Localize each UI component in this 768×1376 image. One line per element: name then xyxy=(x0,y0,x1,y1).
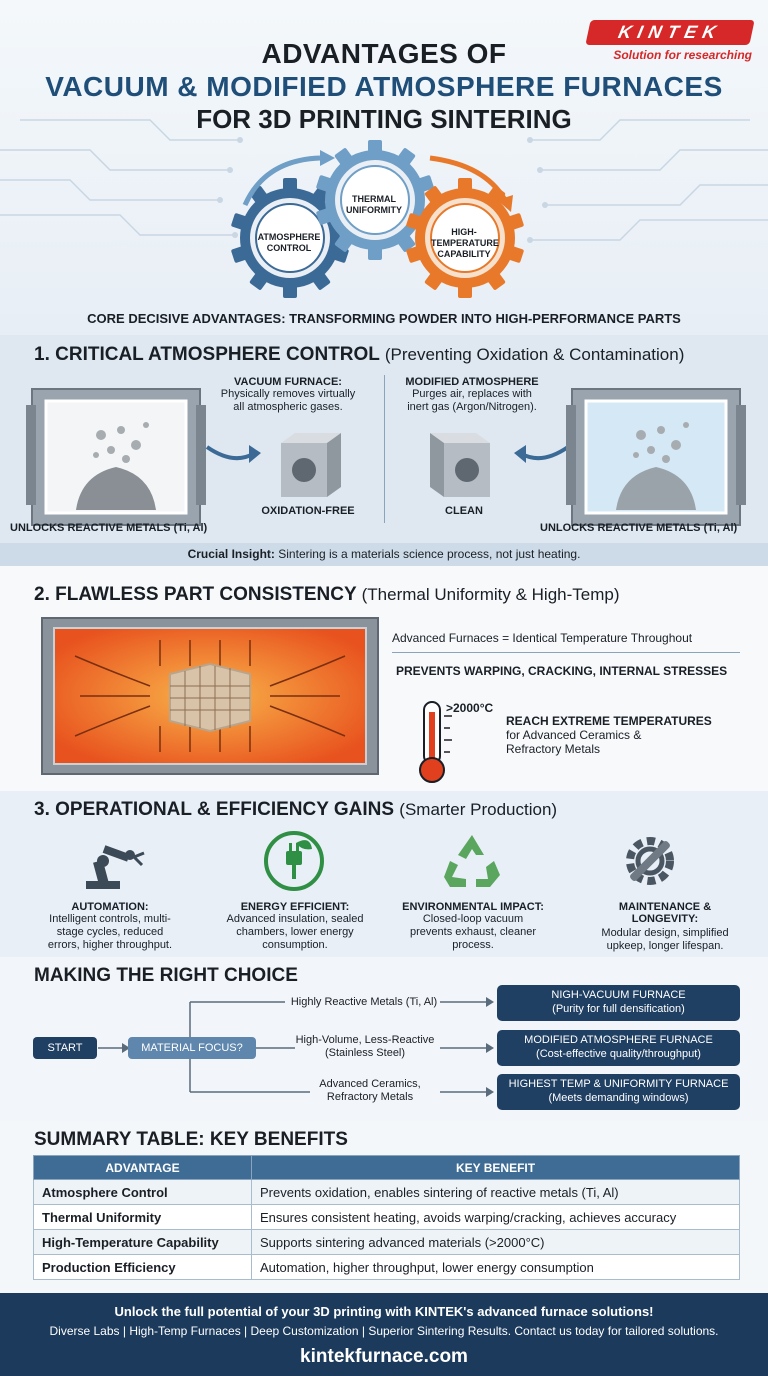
page-title-line2: VACUUM & MODIFIED ATMOSPHERE FURNACES xyxy=(45,71,723,102)
gear-middle-label: THERMAL UNIFORMITY xyxy=(346,194,402,215)
operational-gains-section xyxy=(0,791,768,957)
automation-desc: Intelligent controls, multi- stage cycles, reduced errors, higher throughput. xyxy=(47,913,173,951)
table-row xyxy=(34,1230,740,1255)
start-node: START xyxy=(33,1037,97,1059)
vacuum-furnace-illustration xyxy=(26,375,206,535)
table-cell: Thermal Uniformity xyxy=(34,1205,252,1230)
table-cell: High-Temperature Capability xyxy=(34,1230,252,1255)
logo-tagline: Solution for researching xyxy=(613,48,752,62)
footer-website-link[interactable]: kintekfurnace.com xyxy=(300,1346,468,1367)
crucial-insight-bar: Crucial Insight: Sintering is a materials science process, not just heating. xyxy=(0,543,768,566)
table-cell: Atmosphere Control xyxy=(34,1180,252,1205)
clean-label: CLEAN xyxy=(445,505,483,517)
robot-arm-icon xyxy=(78,833,148,893)
atmosphere-control-section xyxy=(0,335,768,566)
page-title-line3: FOR 3D PRINTING SINTERING xyxy=(196,104,572,134)
arrow-right-icon xyxy=(203,439,263,469)
material-focus-node: MATERIAL FOCUS? xyxy=(128,1037,256,1059)
environmental-impact-desc: Closed-loop vacuum prevents exhaust, cleaner process. xyxy=(410,913,536,951)
decision-title: MAKING THE RIGHT CHOICE xyxy=(34,965,298,986)
energy-plug-icon xyxy=(262,829,326,893)
summary-table xyxy=(33,1155,740,1280)
thermal-uniformity-illustration xyxy=(40,616,380,776)
part-consistency-section xyxy=(0,566,768,791)
arrow-left-icon xyxy=(512,439,572,469)
result-vacuum-furnace: NIGH-VACUUM FURNACE (Purity for full densification) xyxy=(497,985,740,1021)
table-row xyxy=(34,1180,740,1205)
modified-atmosphere-furnace-illustration xyxy=(566,375,746,535)
core-advantages-heading: CORE DECISIVE ADVANTAGES: TRANSFORMING POWDER INTO HIGH-PERFORMANCE PARTS xyxy=(87,311,681,326)
table-row xyxy=(34,1255,740,1280)
table-cell: Prevents oxidation, enables sintering of reactive metals (Ti, Al) xyxy=(252,1180,740,1205)
gears-illustration xyxy=(225,140,535,310)
section3-title: 3. OPERATIONAL & EFFICIENCY GAINS (Smarter Production) xyxy=(34,799,558,820)
header-key-benefit: KEY BENEFIT xyxy=(252,1156,740,1180)
metal-part-right-icon xyxy=(424,429,502,501)
gear-right-label: HIGH- TEMPERATURE CAPABILITY xyxy=(431,227,499,259)
right-caption: UNLOCKS REACTIVE METALS (Ti, Al) xyxy=(540,522,738,534)
automation-title: AUTOMATION: xyxy=(71,901,149,913)
section2-title: 2. FLAWLESS PART CONSISTENCY (Thermal Uniformity & High-Temp) xyxy=(34,584,620,605)
branch-reactive-metals: Highly Reactive Metals (Ti, Al) xyxy=(290,996,438,1008)
decision-section xyxy=(0,957,768,1121)
table-cell: Production Efficiency xyxy=(34,1255,252,1280)
table-header-row xyxy=(34,1156,740,1180)
identical-temperature-text: Advanced Furnaces = Identical Temperature Throughout xyxy=(392,631,693,645)
gear-wrench-icon xyxy=(618,829,682,893)
gear-left-label: ATMOSPHERE CONTROL xyxy=(257,232,321,253)
section2-divider xyxy=(392,652,740,653)
prevents-warping-text: PREVENTS WARPING, CRACKING, INTERNAL STRESSES xyxy=(396,664,728,678)
oxidation-free-label: OXIDATION-FREE xyxy=(261,505,355,517)
section1-title: 1. CRITICAL ATMOSPHERE CONTROL (Preventing Oxidation & Contamination) xyxy=(34,344,685,365)
environmental-impact-title: ENVIRONMENTAL IMPACT: xyxy=(402,901,544,913)
maintenance-desc: Modular design, simplified upkeep, longer lifespan. xyxy=(601,927,729,952)
recycle-icon xyxy=(440,831,504,891)
footer-services: Diverse Labs | High-Temp Furnaces | Deep Customization | Superior Sintering Results. Contact us today for tailored solutions. xyxy=(49,1324,719,1338)
energy-efficient-title: ENERGY EFFICIENT: xyxy=(240,901,350,913)
section1-divider xyxy=(384,375,385,523)
metal-part-left-icon xyxy=(269,429,347,501)
vacuum-furnace-text: VACUUM FURNACE: Physically removes virtually all atmospheric gases. xyxy=(220,376,356,413)
footer xyxy=(0,1293,768,1376)
result-modified-atmosphere-furnace: MODIFIED ATMOSPHERE FURNACE (Cost-effective quality/throughput) xyxy=(497,1030,740,1066)
table-cell: Ensures consistent heating, avoids warping/cracking, achieves accuracy xyxy=(252,1205,740,1230)
logo-text: KINTEK xyxy=(585,20,754,45)
footer-headline: Unlock the full potential of your 3D printing with KINTEK's advanced furnace solutions! xyxy=(114,1304,654,1319)
left-caption: UNLOCKS REACTIVE METALS (Ti, Al) xyxy=(10,522,208,534)
modified-atmosphere-text: MODIFIED ATMOSPHERE Purges air, replaces with inert gas (Argon/Nitrogen). xyxy=(405,376,539,413)
branch-high-volume: High-Volume, Less-Reactive (Stainless Steel) xyxy=(295,1034,435,1059)
result-highest-temp-furnace: HIGHEST TEMP & UNIFORMITY FURNACE (Meets demanding windows) xyxy=(497,1074,740,1110)
table-row xyxy=(34,1205,740,1230)
table-cell: Supports sintering advanced materials (>2000°C) xyxy=(252,1230,740,1255)
table-cell: Automation, higher throughput, lower energy consumption xyxy=(252,1255,740,1280)
branch-advanced-ceramics: Advanced Ceramics, Refractory Metals xyxy=(319,1078,421,1103)
temperature-value: >2000°C xyxy=(446,701,494,715)
extreme-temperature-text: REACH EXTREME TEMPERATURES for Advanced Ceramics & Refractory Metals xyxy=(506,714,712,756)
header-advantage: ADVANTAGE xyxy=(34,1156,252,1180)
page-title-line1: ADVANTAGES OF xyxy=(261,38,507,69)
energy-efficient-desc: Advanced insulation, sealed chambers, lower energy consumption. xyxy=(226,913,364,951)
header-section xyxy=(0,0,768,335)
summary-title: SUMMARY TABLE: KEY BENEFITS xyxy=(34,1129,348,1150)
maintenance-title: MAINTENANCE & LONGEVITY: xyxy=(618,901,712,925)
